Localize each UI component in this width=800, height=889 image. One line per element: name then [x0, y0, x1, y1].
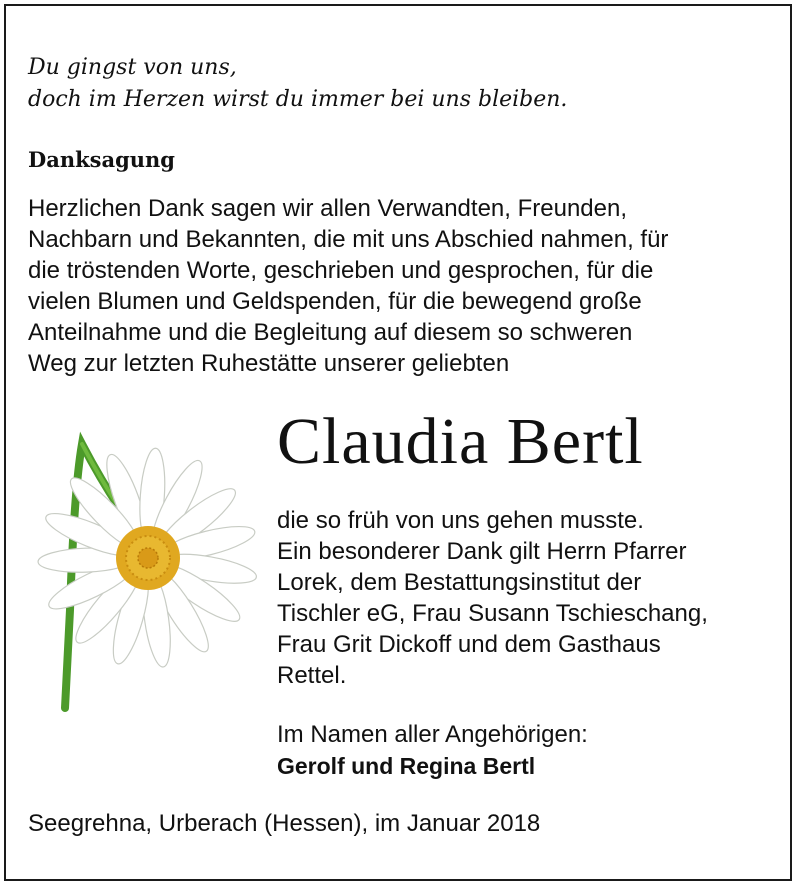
tribute-paragraph	[277, 505, 777, 691]
thanks-line: die tröstenden Worte, geschrieben und gesprochen, für die	[28, 257, 654, 284]
thanks-line: Anteilnahme und die Begleitung auf diesem so schweren	[28, 319, 633, 346]
thanks-line: Herzlichen Dank sagen wir allen Verwandten, Freunden,	[28, 195, 628, 222]
tribute-line: Ein besonderer Dank gilt Herrn Pfarrer	[277, 538, 687, 565]
verse-line-2: doch im Herzen wirst du immer bei uns bleiben.	[28, 87, 568, 112]
tribute-line: die so früh von uns gehen musste.	[277, 507, 644, 534]
daisy-flower-image	[10, 430, 275, 715]
tribute-line: Tischler eG, Frau Susann Tschieschang,	[277, 600, 708, 627]
verse	[28, 52, 567, 116]
thanks-line: vielen Blumen und Geldspenden, für die bewegend große	[28, 288, 642, 315]
tribute-line: Rettel.	[277, 662, 347, 689]
heading-danksagung: Danksagung	[28, 147, 175, 172]
tribute-line: Lorek, dem Bestattungsinstitut der	[277, 569, 642, 596]
signature-names: Gerolf und Regina Bertl	[277, 753, 536, 779]
tribute-line: Frau Grit Dickoff und dem Gasthaus	[277, 631, 661, 658]
deceased-name: Claudia Bertl	[277, 405, 644, 478]
thanks-line: Weg zur letzten Ruhestätte unserer geliebten	[28, 350, 510, 377]
thanks-paragraph	[28, 193, 768, 379]
place-and-date: Seegrehna, Urberach (Hessen), im Januar 2018	[28, 810, 541, 837]
verse-line-1: Du gingst von uns,	[28, 55, 237, 80]
closing-label: Im Namen aller Angehörigen:	[277, 721, 588, 748]
thanks-line: Nachbarn und Bekannten, die mit uns Abschied nahmen, für	[28, 226, 669, 253]
